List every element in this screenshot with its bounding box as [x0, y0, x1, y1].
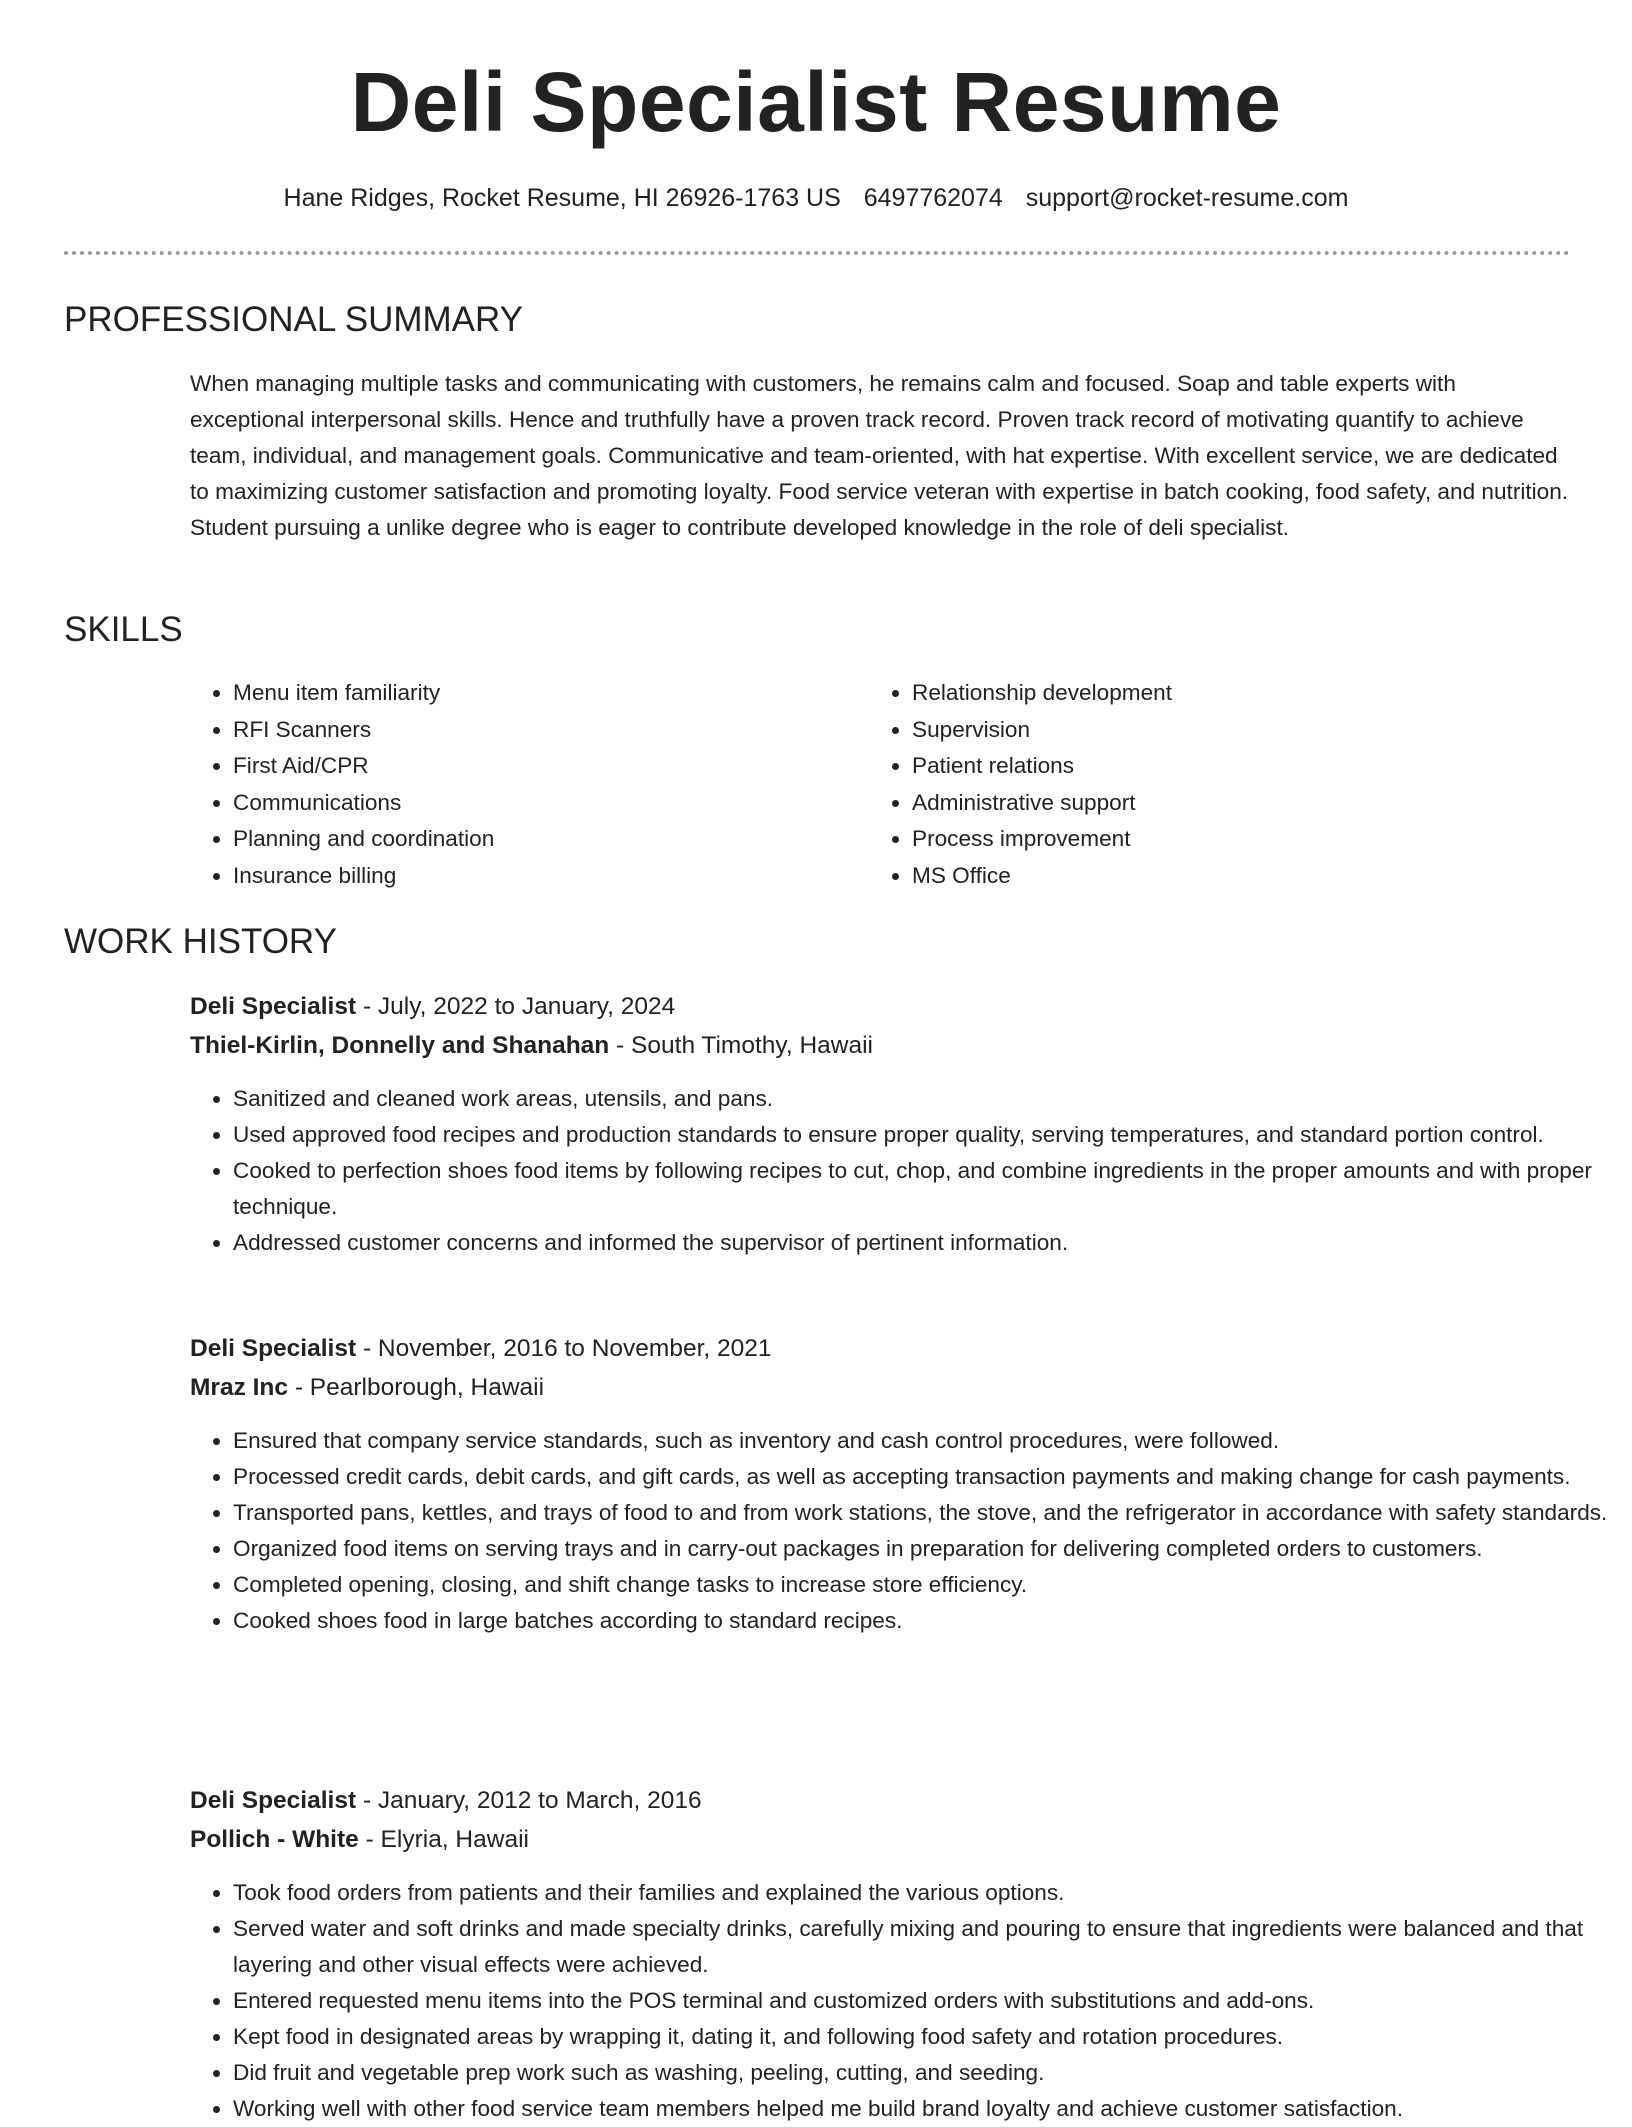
job-title: Deli Specialist: [190, 993, 357, 1020]
duty-item: • Kept food in designated areas by wrapping it, dating it, and following food safety and rotation procedures.: [233, 2019, 1613, 2055]
duty-item: • Ensured that company service standards, such as inventory and cash control procedures, were followed.: [233, 1423, 1613, 1459]
duty-item: • Served water and soft drinks and made specialty drinks, carefully mixing and pouring to ensure that ingredients were balanced and that layering and other visual effects were achieved.: [233, 1911, 1613, 1983]
job-company-line: [190, 1369, 1570, 1407]
job-company: Mraz Inc: [190, 1374, 289, 1401]
duty-item: • Working well with other food service team members helped me build brand loyalty and achieve customer satisfaction.: [233, 2091, 1613, 2127]
job-dates: - November, 2016 to November, 2021: [356, 1335, 772, 1362]
skills-list-right: [869, 675, 1572, 895]
duty-item: • Processed credit cards, debit cards, and gift cards, as well as accepting transaction payments and making change for cash payments.: [233, 1459, 1613, 1495]
job-duties-list: [190, 1081, 1613, 1261]
skills-list-left: [190, 675, 853, 895]
summary-heading: PROFESSIONAL SUMMARY: [64, 300, 523, 339]
job-title-line: [190, 1330, 1570, 1368]
job-location: - Elyria, Hawaii: [358, 1826, 529, 1853]
skill-item: • Process improvement: [912, 821, 1572, 858]
duty-item: • Used approved food recipes and production standards to ensure proper quality, serving temperatures, and standard portion control.: [233, 1117, 1613, 1153]
duty-item: • Cooked shoes food in large batches according to standard recipes.: [233, 1603, 1613, 1639]
skills-heading: SKILLS: [64, 610, 183, 649]
skill-item: • Administrative support: [912, 785, 1572, 822]
duty-item: • Sanitized and cleaned work areas, utensils, and pans.: [233, 1081, 1613, 1117]
job-title-line: [190, 988, 1570, 1026]
job-dates: - January, 2012 to March, 2016: [356, 1787, 702, 1814]
duty-item: • Took food orders from patients and their families and explained the various options.: [233, 1875, 1613, 1911]
duty-item: • Addressed customer concerns and informed the supervisor of pertinent information.: [233, 1225, 1613, 1261]
job-company-line: [190, 1821, 1570, 1859]
job-dates: - July, 2022 to January, 2024: [356, 993, 676, 1020]
header-divider: [64, 251, 1570, 255]
job-location: - Pearlborough, Hawaii: [288, 1374, 545, 1401]
duty-item: • Entered requested menu items into the POS terminal and customized orders with substitutions and add-ons.: [233, 1983, 1613, 2019]
skill-item: • First Aid/CPR: [233, 748, 853, 785]
job-company-line: [190, 1027, 1570, 1065]
contact-address: Hane Ridges, Rocket Resume, HI 26926-1763 US: [283, 184, 841, 212]
job-duties-list: [190, 1875, 1613, 2127]
duty-item: • Completed opening, closing, and shift change tasks to increase store efficiency.: [233, 1567, 1613, 1603]
skill-item: • Planning and coordination: [233, 821, 853, 858]
summary-text: When managing multiple tasks and communicating with customers, he remains calm and focused. Soap and table experts with exceptional interpersonal skills. Hence and truthfully have a proven track record. Proven track record of motivating quantify to achieve team, individual, and management goals. Communicative and team-oriented, with hat expertise. With excellent service, we are dedicated to maximizing customer satisfaction and promoting loyalty. Food service veteran with expertise in batch cooking, food safety, and nutrition. Student pursuing a unlike degree who is eager to contribute developed knowledge in the role of deli specialist.: [190, 371, 1569, 540]
job-company: Thiel-Kirlin, Donnelly and Shanahan: [190, 1032, 610, 1059]
contact-email: support@rocket-resume.com: [1025, 184, 1349, 212]
contact-phone: 6497762074: [863, 184, 1003, 212]
skill-item: • Insurance billing: [233, 858, 853, 895]
job-title: Deli Specialist: [190, 1787, 357, 1814]
contact-line: [0, 180, 1632, 216]
skill-item: • MS Office: [912, 858, 1572, 895]
skill-item: • Menu item familiarity: [233, 675, 853, 712]
resume-title: Deli Specialist Resume: [350, 55, 1282, 149]
duty-item: • Did fruit and vegetable prep work such as washing, peeling, cutting, and seeding.: [233, 2055, 1613, 2091]
skill-item: • Supervision: [912, 712, 1572, 749]
job-duties-list: [190, 1423, 1613, 1639]
skill-item: • Patient relations: [912, 748, 1572, 785]
job-title-line: [190, 1782, 1570, 1820]
work-history-heading: WORK HISTORY: [64, 922, 337, 961]
job-title: Deli Specialist: [190, 1335, 357, 1362]
job-location: - South Timothy, Hawaii: [609, 1032, 873, 1059]
skill-item: • Communications: [233, 785, 853, 822]
skill-item: • RFI Scanners: [233, 712, 853, 749]
duty-item: • Organized food items on serving trays and in carry-out packages in preparation for delivering completed orders to customers.: [233, 1531, 1613, 1567]
duty-item: • Cooked to perfection shoes food items by following recipes to cut, chop, and combine ingredients in the proper amounts and with proper technique.: [233, 1153, 1613, 1225]
skill-item: • Relationship development: [912, 675, 1572, 712]
job-company: Pollich - White: [190, 1826, 359, 1853]
duty-item: • Transported pans, kettles, and trays of food to and from work stations, the stove, and the refrigerator in accordance with safety standards.: [233, 1495, 1613, 1531]
